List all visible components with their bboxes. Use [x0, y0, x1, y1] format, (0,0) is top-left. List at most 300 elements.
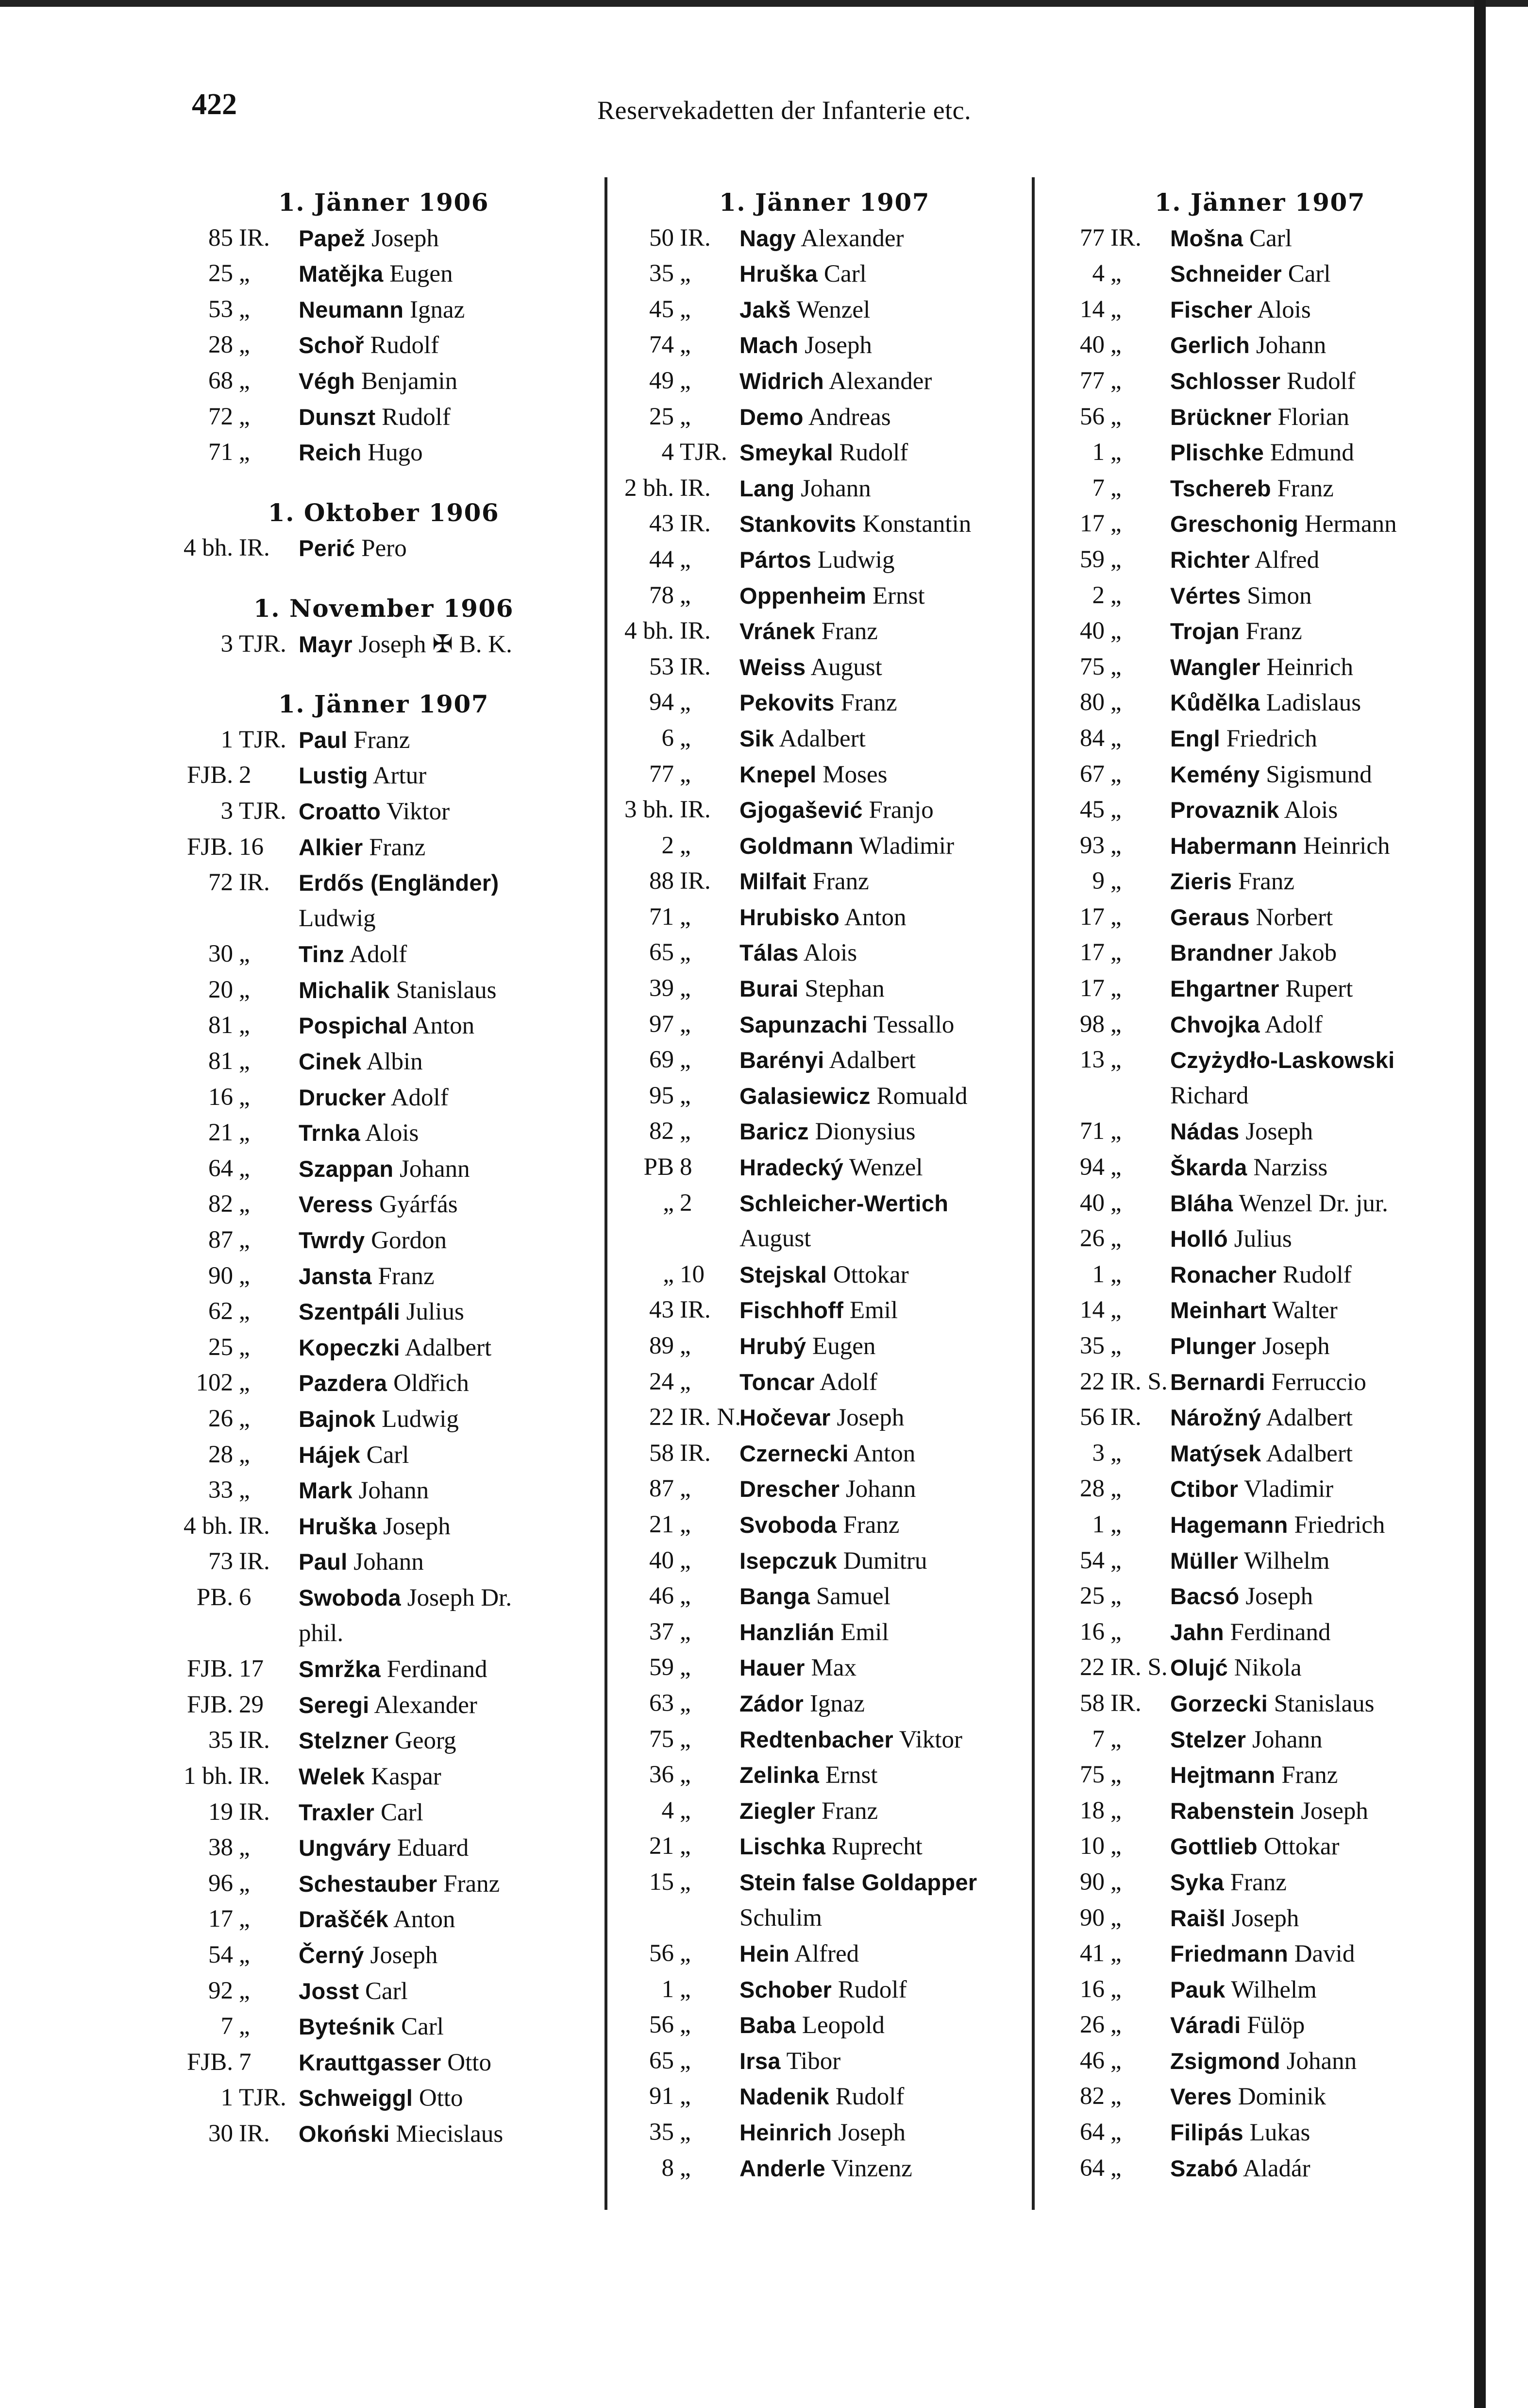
given-name: Konstantin	[862, 510, 972, 538]
person-name	[739, 613, 878, 650]
unit-type: IR.	[1110, 1404, 1142, 1431]
regiment-number: 35	[649, 260, 674, 288]
person-name	[1170, 1686, 1375, 1722]
list-item	[1051, 1400, 1469, 1436]
surname: Hein	[739, 1941, 790, 1967]
regiment-ref	[621, 935, 752, 971]
surname: Stelzner	[299, 1728, 389, 1754]
surname: Gerlich	[1170, 332, 1250, 358]
regiment-number: 16	[208, 1083, 233, 1111]
person-name	[739, 1292, 898, 1329]
list-item	[180, 794, 588, 830]
surname: Matýsek	[1170, 1440, 1261, 1466]
unit-type: „	[1110, 1332, 1122, 1359]
regiment-number: 33	[208, 1476, 233, 1504]
person-name	[299, 1437, 409, 1474]
regiment-number: 92	[208, 1977, 233, 2004]
regiment-number: 35	[1080, 1332, 1105, 1359]
surname: Vértes	[1170, 582, 1241, 609]
person-name	[739, 1722, 962, 1758]
regiment-number: 93	[1080, 831, 1105, 859]
regiment-ref	[621, 1650, 752, 1686]
surname: Drucker	[299, 1084, 386, 1110]
regiment-ref	[621, 578, 752, 614]
unit-type: „	[1110, 1475, 1122, 1503]
regiment-number: 7	[1092, 1725, 1105, 1753]
given-name: Norbert	[1256, 903, 1333, 931]
surname: Erdős (Engländer)	[299, 870, 499, 896]
regiment-ref	[1051, 2007, 1182, 2043]
surname: Hruška	[739, 261, 818, 287]
list-item	[621, 1757, 1028, 1793]
person-name	[739, 327, 872, 364]
regiment-ref	[621, 256, 752, 292]
person-name	[299, 1937, 437, 1974]
regiment-ref	[621, 1793, 752, 1829]
given-name: Adolf	[1264, 1011, 1323, 1038]
list-item	[621, 1471, 1028, 1507]
unit-type: „	[680, 1010, 691, 1038]
regiment-ref	[180, 722, 311, 758]
regiment-number: PB.	[196, 1583, 233, 1611]
list-item	[1051, 828, 1469, 864]
unit-type: „	[239, 1834, 250, 1862]
person-name	[299, 865, 499, 901]
regiment-number: 72	[208, 869, 233, 897]
list-item	[1051, 220, 1469, 256]
regiment-number: 17	[1080, 510, 1105, 538]
person-name	[1170, 864, 1294, 900]
given-name: Joseph	[383, 1512, 451, 1540]
given-name: Franz	[843, 1511, 900, 1539]
surname: Zieris	[1170, 868, 1232, 895]
list-item-continuation	[180, 1616, 588, 1652]
given-name: Adalbert	[829, 1047, 916, 1074]
unit-type: „	[680, 1940, 691, 1967]
surname: Schleicher-Wertich	[739, 1190, 949, 1216]
unit-type: „	[680, 1582, 691, 1610]
person-name	[739, 935, 857, 971]
regiment-number: 75	[1080, 653, 1105, 680]
list-item	[1051, 721, 1469, 757]
given-name: Franz	[443, 1870, 500, 1898]
regiment-ref	[621, 1757, 752, 1793]
surname: Nadenik	[739, 2084, 829, 2110]
regiment-ref	[621, 2079, 752, 2115]
regiment-ref	[621, 506, 752, 542]
regiment-number: 78	[649, 581, 674, 609]
regiment-ref	[180, 1723, 311, 1759]
person-name	[1170, 1507, 1385, 1543]
person-name	[299, 627, 512, 663]
unit-type: IR.	[680, 1439, 711, 1467]
unit-type: TJR.	[239, 2084, 286, 2112]
regiment-ref	[1051, 2079, 1182, 2115]
given-name: Ottokar	[833, 1261, 909, 1289]
surname: Goldmann	[739, 832, 854, 859]
list-item	[180, 1901, 588, 1937]
regiment-number: 40	[649, 1546, 674, 1574]
list-item	[180, 972, 588, 1008]
scan-right-edge	[1474, 0, 1486, 2408]
given-name: Joseph	[371, 224, 439, 252]
regiment-ref	[180, 1365, 311, 1401]
given-name: Franz	[353, 726, 410, 754]
person-name	[739, 828, 954, 865]
regiment-number: 64	[1080, 2119, 1105, 2146]
regiment-number: 20	[208, 976, 233, 1003]
person-name	[739, 1257, 909, 1293]
regiment-ref	[180, 399, 311, 435]
given-name: Carl	[1249, 224, 1292, 252]
unit-type: „	[1110, 796, 1122, 824]
person-name	[299, 1509, 451, 1545]
regiment-number: 54	[208, 1941, 233, 1968]
given-name: Franz	[1230, 1868, 1287, 1896]
list-item	[180, 1473, 588, 1509]
regiment-ref	[1051, 542, 1182, 578]
given-name: Richard	[1170, 1082, 1249, 1109]
given-name: Julius	[406, 1298, 464, 1326]
list-item-continuation	[1051, 1078, 1469, 1114]
person-name	[1170, 971, 1353, 1007]
surname: Bernardi	[1170, 1369, 1265, 1395]
unit-type: „	[680, 2154, 691, 2182]
given-name: Max	[811, 1654, 856, 1682]
list-item	[621, 1507, 1028, 1543]
list-item	[1051, 864, 1469, 899]
unit-type: „	[1110, 903, 1122, 931]
surname: Trnka	[299, 1120, 360, 1146]
regiment-ref	[180, 256, 311, 292]
surname: Vránek	[739, 618, 815, 644]
unit-type: „	[1110, 545, 1122, 573]
list-item	[621, 1436, 1028, 1472]
surname: Jakš	[739, 296, 791, 322]
regiment-ref	[1051, 2043, 1182, 2079]
person-name	[1170, 363, 1356, 400]
unit-type: „	[1110, 439, 1122, 466]
person-name	[1170, 1829, 1339, 1865]
regiment-ref	[1051, 1829, 1182, 1865]
unit-type: IR.	[239, 2120, 270, 2147]
regiment-number: 6	[661, 724, 674, 752]
unit-type: IR.	[680, 1296, 711, 1324]
regiment-ref	[1051, 613, 1182, 649]
person-name	[299, 2009, 444, 2045]
unit-type: „	[1110, 1189, 1122, 1217]
regiment-number: 81	[208, 1012, 233, 1039]
list-item	[1051, 1650, 1469, 1686]
unit-type: „	[239, 439, 250, 466]
regiment-number: 1	[1092, 439, 1105, 466]
person-name	[299, 1973, 408, 2010]
regiment-number: 40	[1080, 617, 1105, 645]
list-item	[1051, 613, 1469, 649]
unit-type: „	[1110, 1510, 1122, 1538]
given-name: Joseph	[837, 1404, 905, 1432]
list-item	[180, 1509, 588, 1544]
unit-type: „	[1110, 403, 1122, 430]
list-item	[1051, 899, 1469, 935]
surname: Habermann	[1170, 832, 1297, 859]
regiment-ref	[1051, 1793, 1182, 1829]
unit-type: „	[239, 403, 250, 430]
list-item	[621, 1292, 1028, 1328]
regiment-number: 58	[1080, 1689, 1105, 1717]
regiment-number: 96	[208, 1869, 233, 1897]
surname: Gjogašević	[739, 797, 863, 823]
column-divider	[604, 177, 607, 2210]
regiment-ref	[621, 327, 752, 363]
regiment-ref	[180, 1687, 311, 1723]
surname: Škarda	[1170, 1154, 1247, 1181]
regiment-ref	[1051, 1865, 1182, 1900]
regiment-number: FJB.	[187, 1655, 233, 1683]
given-name: August	[810, 653, 882, 681]
regiment-ref	[621, 1829, 752, 1865]
unit-type: „	[239, 331, 250, 359]
given-name: Franjo	[869, 797, 934, 824]
given-name: Jakob	[1279, 939, 1337, 967]
given-name: Wladimir	[859, 832, 955, 860]
given-name: Alexander	[374, 1691, 477, 1719]
regiment-number: 3 bh.	[624, 796, 674, 824]
unit-type: „	[680, 1475, 691, 1503]
surname: Demo	[739, 404, 804, 430]
person-name	[1170, 1364, 1366, 1401]
given-name: Franz	[821, 618, 878, 645]
surname: Oppenheim	[739, 582, 867, 609]
surname: Weiss	[739, 654, 806, 680]
regiment-ref	[180, 1115, 311, 1151]
unit-type: „	[239, 2013, 250, 2040]
list-item	[180, 1723, 588, 1759]
regiment-number: 77	[1080, 367, 1105, 394]
unit-type: 16	[239, 833, 264, 861]
section-date-heading: 1. Jänner 1907	[1154, 188, 1366, 217]
surname: Knepel	[739, 761, 817, 787]
surname: Schoř	[299, 332, 364, 358]
surname: Kůdělka	[1170, 690, 1260, 716]
regiment-number: 14	[1080, 295, 1105, 323]
person-name	[739, 1078, 968, 1115]
surname: Pauk	[1170, 1976, 1226, 2002]
surname: Irsa	[739, 2048, 781, 2074]
list-item	[621, 471, 1028, 507]
unit-type: „	[1110, 1940, 1122, 1967]
person-name	[739, 2151, 912, 2187]
given-name: Edmund	[1270, 439, 1354, 467]
list-item	[1051, 1507, 1469, 1543]
regiment-ref	[1051, 399, 1182, 435]
unit-type: IR.	[680, 653, 711, 680]
regiment-number: 17	[208, 1905, 233, 1933]
person-name	[1170, 935, 1337, 971]
regiment-ref	[180, 220, 311, 256]
surname: Fischer	[1170, 296, 1253, 322]
surname: Sik	[739, 725, 774, 751]
list-item	[621, 1614, 1028, 1650]
list-item	[621, 1078, 1028, 1114]
given-name: Eugen	[389, 260, 453, 288]
given-name: Friedrich	[1294, 1511, 1385, 1539]
regiment-number: 43	[649, 1296, 674, 1324]
unit-type: „	[680, 975, 691, 1002]
regiment-ref	[621, 220, 752, 256]
regiment-ref	[621, 542, 752, 578]
list-item	[180, 1187, 588, 1222]
list-item	[621, 1972, 1028, 2008]
list-item	[1051, 1757, 1469, 1793]
regiment-number: 25	[649, 403, 674, 430]
given-name: Carl	[366, 1441, 409, 1469]
list-item	[180, 1651, 588, 1687]
given-name: Leopold	[802, 2012, 885, 2039]
regiment-ref	[621, 1257, 752, 1293]
surname: Matějka	[299, 261, 384, 287]
unit-type: IR.	[680, 474, 711, 502]
person-name	[299, 327, 439, 364]
regiment-ref	[621, 1865, 752, 1900]
surname: Olujć	[1170, 1655, 1228, 1681]
regiment-ref	[180, 292, 311, 328]
regiment-number: 77	[649, 760, 674, 788]
regiment-ref	[180, 1151, 311, 1187]
regiment-ref	[180, 435, 311, 471]
given-name: Alexander	[828, 367, 932, 395]
list-item	[621, 435, 1028, 471]
unit-type: „	[239, 940, 250, 968]
unit-type: „	[239, 1154, 250, 1182]
given-name: Ferdinand	[1230, 1618, 1331, 1646]
regiment-ref	[1051, 1114, 1182, 1150]
regiment-ref	[621, 2043, 752, 2079]
list-item	[621, 2079, 1028, 2115]
surname: Friedmann	[1170, 1941, 1288, 1967]
regiment-ref	[1051, 1471, 1182, 1507]
regiment-ref	[1051, 1936, 1182, 1972]
given-name: Heinrich	[1266, 653, 1353, 681]
regiment-ref	[621, 292, 752, 328]
given-name: Alois	[365, 1119, 419, 1147]
regiment-ref	[621, 471, 752, 507]
list-item	[180, 1330, 588, 1366]
list-item	[621, 613, 1028, 649]
surname: Twrdy	[299, 1227, 365, 1254]
regiment-ref	[1051, 506, 1182, 542]
regiment-number: 14	[1080, 1296, 1105, 1324]
given-name: Anton	[393, 1906, 455, 1933]
surname: Hájek	[299, 1441, 360, 1468]
person-name	[1170, 828, 1390, 865]
list-item	[621, 399, 1028, 435]
unit-type: IR.	[680, 796, 711, 824]
unit-type: 29	[239, 1691, 264, 1718]
person-name	[299, 1365, 469, 1402]
given-name: Johann	[1252, 1726, 1323, 1753]
list-item	[1051, 2007, 1469, 2043]
regiment-number: 75	[649, 1725, 674, 1753]
regiment-number: 36	[649, 1761, 674, 1789]
person-name	[299, 1544, 424, 1580]
list-item	[621, 220, 1028, 256]
person-name	[1170, 1757, 1338, 1794]
list-item	[621, 685, 1028, 721]
person-name	[739, 363, 932, 400]
person-name	[299, 1187, 458, 1223]
regiment-ref	[180, 1187, 311, 1222]
regiment-ref	[621, 649, 752, 685]
surname: Perić	[299, 535, 355, 561]
person-name	[739, 2115, 906, 2151]
unit-type: „	[680, 1725, 691, 1753]
given-name: phil.	[299, 1619, 344, 1647]
regiment-ref	[180, 1473, 311, 1509]
unit-type: „	[239, 1441, 250, 1468]
regiment-ref	[621, 1400, 752, 1436]
person-name	[739, 757, 887, 793]
regiment-ref	[621, 2115, 752, 2151]
unit-type: „	[1110, 653, 1122, 680]
list-item	[180, 1258, 588, 1294]
regiment-number: 75	[1080, 1761, 1105, 1789]
unit-type: „	[239, 976, 250, 1003]
unit-type: „	[680, 1689, 691, 1717]
unit-type: „	[680, 689, 691, 716]
unit-type: „	[1110, 760, 1122, 788]
person-name	[299, 758, 426, 794]
regiment-ref	[1051, 935, 1182, 971]
surname: Ungváry	[299, 1835, 391, 1861]
regiment-number: 58	[649, 1439, 674, 1467]
regiment-number: 64	[1080, 2154, 1105, 2182]
surname: Lustig	[299, 763, 368, 789]
surname: Engl	[1170, 725, 1221, 751]
list-item	[1051, 1042, 1469, 1078]
regiment-ref	[180, 1866, 311, 1902]
surname: Hanzlián	[739, 1619, 835, 1645]
given-name: Carl	[401, 2013, 444, 2041]
regiment-number: 80	[1080, 689, 1105, 716]
regiment-number: 4	[661, 439, 674, 466]
unit-type: IR.	[239, 1512, 270, 1540]
list-item	[1051, 471, 1469, 507]
unit-type: „	[239, 1083, 250, 1111]
person-name	[739, 1114, 916, 1150]
surname: Tschereb	[1170, 475, 1271, 501]
person-name	[299, 292, 465, 328]
person-name	[739, 1686, 865, 1722]
regiment-ref	[621, 685, 752, 721]
surname: Widrich	[739, 368, 824, 394]
regiment-number: 22	[1080, 1368, 1105, 1395]
surname: Schneider	[1170, 261, 1282, 287]
person-name	[1170, 1257, 1352, 1293]
surname: Mach	[739, 332, 799, 358]
person-name	[1170, 1793, 1368, 1830]
person-name	[299, 1330, 491, 1366]
surname: Lischka	[739, 1833, 826, 1860]
regiment-number: 25	[208, 1333, 233, 1361]
person-name	[739, 971, 885, 1007]
surname: Holló	[1170, 1226, 1228, 1252]
unit-type: „	[239, 1405, 250, 1432]
regiment-number: 98	[1080, 1010, 1105, 1038]
regiment-number: 71	[208, 439, 233, 466]
unit-type: „	[680, 831, 691, 859]
regiment-number: 35	[208, 1727, 233, 1754]
